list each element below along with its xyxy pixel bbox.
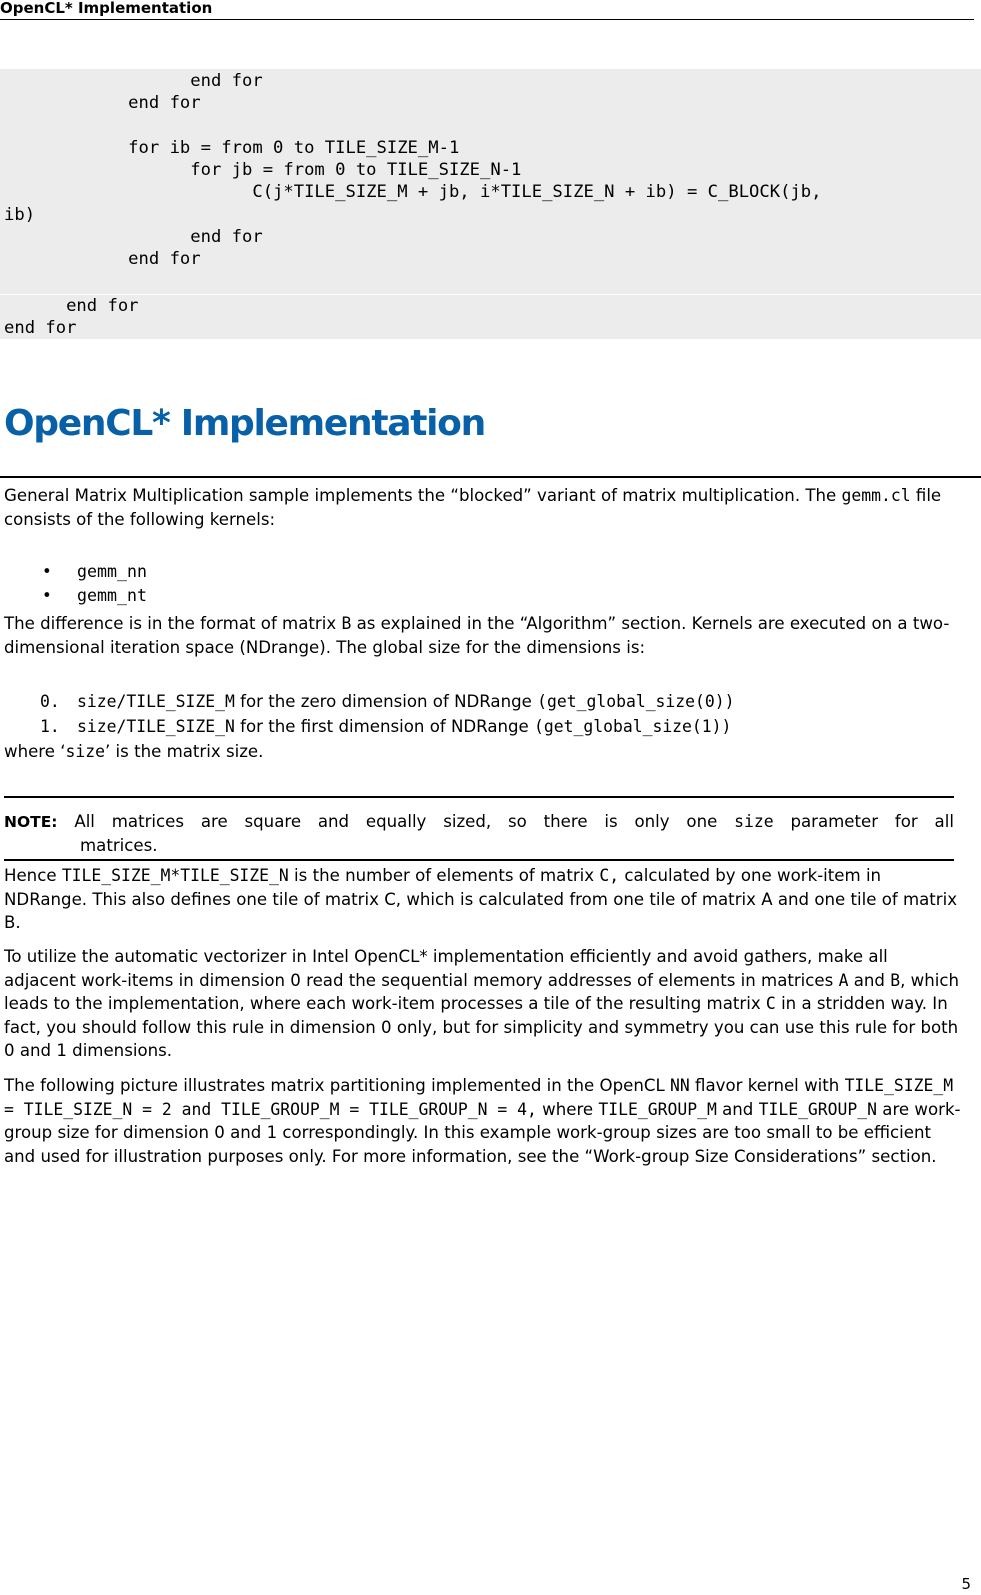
difference-paragraph: The difference is in the format of matrix B as explained in the “Algorithm” section. Kernels are executed on a two-dimensional iteration space (NDrange). The global size for the dimensions is: [4,614,950,657]
where-paragraph: where ‘size’ is the matrix size. [4,742,264,761]
bullet-icon: • [42,562,52,581]
kernel-name: gemm_nn [77,562,147,581]
kernel-list [0,560,147,608]
kernel-name: gemm_nt [77,586,147,605]
vectorizer-paragraph: To utilize the automatic vectorizer in Intel OpenCL* implementation efficiently and avoid gathers, make all adjacent work-items in dimension 0 read the sequential memory addresses of elements in matrices A and B, which leads to the implementation, where each work-item processes a tile of the resulting matrix C in a stridden way. In fact, you should follow this rule in dimension 0 only, but for simplicity and symmetry you can use this rule for both 0 and 1 dimensions. [4,947,959,1060]
running-header: OpenCL* Implementation [0,0,974,20]
page-number: 5 [961,1575,971,1593]
bullet-icon: • [42,586,52,605]
list-item [0,560,147,584]
list-item: 0. size/TILE_SIZE_M for the zero dimension of NDRange (get_global_size(0)) [40,692,735,711]
pseudocode-block-continued: end for end for for ib = from 0 to TILE_SIZE_M-1 for jb = from 0 to TILE_SIZE_N-1 C(j*TILE_SIZE_M + jb, i*TILE_SIZE_N + ib) = C_BLOCK(jb, ib) end for end for [0,69,981,294]
section-title-rule [0,476,981,478]
pseudocode-block-end: end for end for [0,295,981,339]
list-item [0,584,147,608]
file-name-code: gemm.cl [841,486,911,505]
list-item: 1. size/TILE_SIZE_N for the first dimension of NDRange (get_global_size(1)) [40,716,732,736]
note-box: NOTE: All matrices are square and equally sized, so there is only one size parameter for all matrices. [4,808,954,860]
note-top-rule [4,796,954,798]
section-title: OpenCL* Implementation [4,403,485,444]
hence-paragraph: Hence TILE_SIZE_M*TILE_SIZE_N is the number of elements of matrix C, calculated by one work-item in NDRange. This also defines one tile of matrix C, which is calculated from one tile of matrix A and one tile of matrix B. [4,866,958,932]
note-label: NOTE: [4,813,58,831]
intro-paragraph: General Matrix Multiplication sample implements the “blocked” variant of matrix multiplication. The gemm.cl file consists of the following kernels: [4,486,942,529]
picture-paragraph: The following picture illustrates matrix partitioning implemented in the OpenCL NN flavor kernel with TILE_SIZE_M = TILE_SIZE_N = 2 and TILE_GROUP_M = TILE_GROUP_N = 4, where TILE_GROUP_M and TILE_GROUP_N are work-group size for dimension 0 and 1 correspondingly. In this example work-group sizes are too small to be efficient and used for illustration purposes only. For more information, see the “Work-group Size Considerations” section. [4,1076,961,1166]
note-bottom-rule [4,859,954,861]
dimension-list [40,690,735,739]
